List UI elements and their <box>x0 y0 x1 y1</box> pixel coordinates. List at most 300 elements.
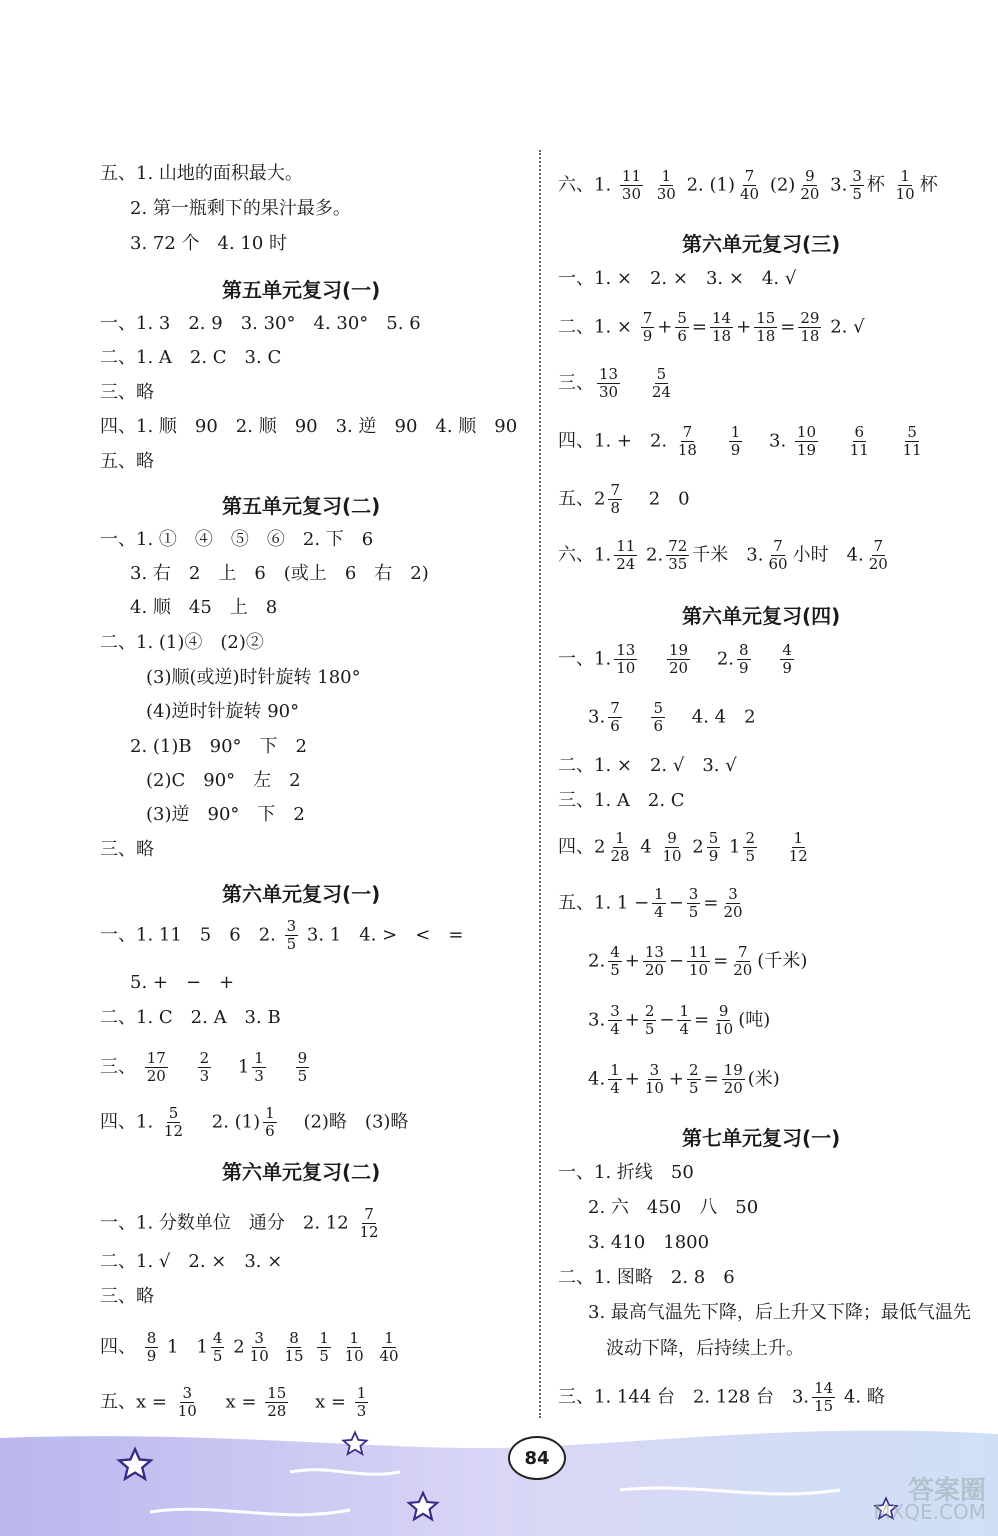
answer-line <box>100 1385 371 1420</box>
fraction <box>263 1105 277 1140</box>
denominator: 4 <box>654 903 664 921</box>
numerator: 2 <box>689 1061 699 1079</box>
denominator: 30 <box>621 185 642 203</box>
text: 2 <box>692 836 704 858</box>
numerator: 1 <box>661 167 672 185</box>
section-title: 第五单元复习(一) <box>222 278 381 302</box>
answer-line <box>100 918 463 953</box>
numerator: 1 <box>265 1104 275 1122</box>
answer-line: 五、1. 山地的面积最大。 <box>100 163 303 184</box>
numerator: 2 <box>745 829 756 847</box>
numerator: 9 <box>718 1002 729 1020</box>
answer-line: 二、1. × 2. √ 3. √ <box>558 755 737 776</box>
denominator: 6 <box>610 717 620 735</box>
text: 一、1. 11 5 6 2. <box>100 924 276 946</box>
fraction <box>798 310 821 345</box>
denominator: 3 <box>199 1067 210 1085</box>
denominator: 5 <box>745 847 756 865</box>
numerator: 3 <box>649 1061 660 1079</box>
answer-line: 3. 右 2 上 6 (或上 6 右 2) <box>130 563 429 584</box>
watermark-url: MXQE.COM <box>873 1500 986 1524</box>
answer-line: 二、1. √ 2. × 3. × <box>100 1251 283 1272</box>
numerator: 1 <box>384 1329 394 1347</box>
answer-line: 三、略 <box>100 1286 154 1307</box>
fraction <box>608 482 622 517</box>
denominator: 10 <box>689 961 709 979</box>
answer-line: 三、略 <box>100 839 154 860</box>
answer-line: 波动下降，后持续上升。 <box>606 1338 804 1359</box>
numerator: 7 <box>682 423 693 441</box>
denominator: 9 <box>782 659 792 677</box>
numerator: 6 <box>854 423 865 441</box>
fraction <box>651 700 665 735</box>
numerator: 19 <box>723 1061 743 1079</box>
fraction <box>687 944 710 979</box>
numerator: 11 <box>689 943 709 961</box>
numerator: 3 <box>286 917 297 935</box>
numerator: 4 <box>782 641 792 659</box>
fraction <box>722 1062 745 1097</box>
fraction <box>176 1385 199 1420</box>
denominator: 28 <box>267 1402 287 1420</box>
numerator: 13 <box>616 641 636 659</box>
fraction <box>848 424 871 459</box>
text: 小时 4. <box>792 544 864 566</box>
answer-line: 三、1. A 2. C <box>558 790 685 811</box>
denominator: 9 <box>642 327 653 345</box>
denominator: 5 <box>319 1347 329 1365</box>
denominator: 9 <box>739 659 749 677</box>
numerator: 5 <box>653 699 664 717</box>
answer-line <box>558 424 927 459</box>
numerator: 3 <box>610 1002 620 1020</box>
numerator: 1 <box>654 885 664 903</box>
answer-line: 三、略 <box>100 382 154 403</box>
numerator: 5 <box>677 309 687 327</box>
answer-line: 二、1. C 2. A 3. B <box>100 1007 281 1028</box>
numerator: 15 <box>756 309 776 327</box>
numerator: 8 <box>146 1329 157 1347</box>
fraction <box>850 168 864 203</box>
numerator: 7 <box>642 309 653 327</box>
section-title: 第六单元复习(一) <box>222 882 381 906</box>
denominator: 15 <box>814 1397 834 1415</box>
numerator: 4 <box>610 943 620 961</box>
fraction <box>145 1050 168 1085</box>
denominator: 9 <box>708 847 719 865</box>
fraction <box>894 168 917 203</box>
answer-line: 2. $\frac{4}{5}$ + $\frac{13}{20}$ − $\frac{11}{10}$ = $\frac{7}{20}$ (千米) <box>588 943 808 979</box>
text: 3. 1 4. > < = <box>306 924 464 946</box>
numerator: 3 <box>254 1329 264 1347</box>
column-divider <box>539 150 541 1418</box>
numerator: 4 <box>212 1329 223 1347</box>
denominator: 9 <box>146 1347 157 1365</box>
denominator: 24 <box>616 555 636 573</box>
numerator: 1 <box>679 1002 690 1020</box>
denominator: 10 <box>714 1020 734 1038</box>
denominator: 20 <box>723 903 743 921</box>
fraction <box>608 830 631 865</box>
text: 二、1. × <box>558 316 632 338</box>
text: 4. <box>588 1068 606 1090</box>
text: (2)略 (3)略 <box>303 1111 409 1133</box>
fraction <box>787 830 810 865</box>
answer-line <box>100 1330 404 1365</box>
fraction <box>743 830 757 865</box>
denominator: 4 <box>679 1020 690 1038</box>
denominator: 9 <box>730 441 741 459</box>
numerator: 9 <box>297 1049 308 1067</box>
fraction <box>614 642 637 677</box>
fraction <box>641 310 655 345</box>
denominator: 35 <box>668 555 688 573</box>
fraction <box>660 830 683 865</box>
fraction <box>252 1050 266 1085</box>
denominator: 10 <box>895 185 915 203</box>
numerator: 1 <box>349 1329 359 1347</box>
text: 三、 <box>558 372 594 394</box>
numerator: 1 <box>610 1061 620 1079</box>
denominator: 3 <box>254 1067 264 1085</box>
numerator: 17 <box>146 1049 166 1067</box>
text: 四、1. + 2. <box>558 430 668 452</box>
denominator: 11 <box>849 441 869 459</box>
answer-line: 一、1. 折线 50 <box>558 1162 694 1183</box>
answer-line <box>558 642 797 677</box>
text: 杯 <box>919 174 938 196</box>
fraction <box>738 168 761 203</box>
fraction <box>677 1003 691 1038</box>
text: 2. <box>588 950 606 972</box>
fraction <box>687 1062 701 1097</box>
denominator: 20 <box>669 659 689 677</box>
text: (米) <box>747 1068 780 1090</box>
denominator: 8 <box>610 499 620 517</box>
numerator: 3 <box>182 1384 193 1402</box>
fraction <box>867 538 890 573</box>
denominator: 6 <box>265 1122 275 1140</box>
denominator: 6 <box>677 327 687 345</box>
answer-line: 四、1. 顺 90 2. 顺 90 3. 逆 90 4. 顺 90 <box>100 416 518 437</box>
fraction <box>643 944 666 979</box>
star-icon <box>405 1490 441 1524</box>
fraction <box>798 168 821 203</box>
fraction <box>377 1330 400 1365</box>
answer-line: 2. (1)B 90° 下 2 <box>130 736 307 757</box>
answer-line <box>558 1380 885 1415</box>
text: (千米) <box>757 950 808 972</box>
numerator: 1 <box>356 1384 367 1402</box>
answer-line: 一、1. ① ④ ⑤ ⑥ 2. 下 6 <box>100 529 374 550</box>
answer-line <box>558 168 938 203</box>
numerator: 11 <box>616 537 636 555</box>
fraction <box>162 1105 185 1140</box>
denominator: 30 <box>656 185 676 203</box>
fraction <box>666 538 689 573</box>
fraction <box>780 642 794 677</box>
denominator: 20 <box>723 1079 743 1097</box>
fraction <box>608 1062 622 1097</box>
numerator: 8 <box>739 641 749 659</box>
numerator: 5 <box>656 365 667 383</box>
answer-line: 2. 六 450 八 50 <box>588 1197 759 1218</box>
numerator: 10 <box>796 423 817 441</box>
answer-line: 3. 410 1800 <box>588 1232 710 1253</box>
denominator: 20 <box>868 555 888 573</box>
fraction <box>667 642 690 677</box>
fraction <box>211 1330 225 1365</box>
text: 一、1. <box>558 648 612 670</box>
text: 4. 4 2 <box>691 706 756 728</box>
denominator: 18 <box>800 327 820 345</box>
text: x = <box>225 1391 257 1413</box>
numerator: 1 <box>319 1329 329 1347</box>
denominator: 20 <box>733 961 753 979</box>
numerator: 13 <box>644 943 664 961</box>
text: 1 <box>237 1056 250 1078</box>
text: 2. (1) <box>686 174 735 196</box>
fraction <box>766 538 789 573</box>
denominator: 12 <box>163 1122 184 1140</box>
denominator: 11 <box>902 441 922 459</box>
numerator: 7 <box>737 943 748 961</box>
numerator: 1 <box>730 423 741 441</box>
denominator: 30 <box>599 383 619 401</box>
text: 1 <box>729 836 741 858</box>
answer-line <box>558 366 676 401</box>
text: x = <box>315 1391 347 1413</box>
numerator: 8 <box>289 1329 299 1347</box>
numerator: 3 <box>688 885 699 903</box>
fraction <box>620 168 643 203</box>
denominator: 5 <box>286 935 297 953</box>
denominator: 19 <box>796 441 817 459</box>
fraction <box>317 1330 331 1365</box>
numerator: 7 <box>744 167 755 185</box>
fraction <box>608 944 622 979</box>
text: 四、2 <box>558 836 606 858</box>
numerator: 13 <box>599 365 619 383</box>
answer-line <box>558 482 690 517</box>
text: 六、1. <box>558 174 612 196</box>
denominator: 10 <box>662 847 682 865</box>
denominator: 3 <box>356 1402 367 1420</box>
text: 2. (1) <box>211 1111 261 1133</box>
answer-line <box>100 1105 408 1140</box>
fraction <box>296 1050 310 1085</box>
numerator: 2 <box>644 1002 655 1020</box>
fraction <box>710 310 733 345</box>
numerator: 11 <box>621 167 642 185</box>
text: 2 0 <box>648 488 690 510</box>
answer-line: (4)逆时针旋转 90° <box>146 701 300 722</box>
numerator: 1 <box>900 167 910 185</box>
fraction <box>248 1330 271 1365</box>
text: 四、1. <box>100 1111 154 1133</box>
text: 三、1. 144 台 2. 128 台 3. <box>558 1386 810 1408</box>
fraction <box>265 1385 288 1420</box>
section-title: 第六单元复习(二) <box>222 1160 381 1184</box>
numerator: 9 <box>805 167 815 185</box>
numerator: 2 <box>199 1049 210 1067</box>
text: 3. <box>588 706 606 728</box>
denominator: 12 <box>788 847 808 865</box>
answer-line: 2. 第一瓶剩下的果汁最多。 <box>130 198 351 219</box>
denominator: 20 <box>644 961 664 979</box>
fraction <box>687 886 701 921</box>
text: 2 <box>233 1336 245 1358</box>
text: 六、1. <box>558 544 612 566</box>
star-icon <box>115 1446 155 1484</box>
denominator: 5 <box>212 1347 223 1365</box>
fraction <box>343 1330 366 1365</box>
fraction <box>282 1330 305 1365</box>
text: 五、x = <box>100 1391 167 1413</box>
text: 三、 <box>100 1056 136 1078</box>
denominator: 40 <box>739 185 760 203</box>
watermark-logo: 答案圈 <box>907 1476 986 1506</box>
numerator: 29 <box>800 309 820 327</box>
denominator: 5 <box>688 903 699 921</box>
denominator: 28 <box>610 847 630 865</box>
answer-line: 五、略 <box>100 451 154 472</box>
fraction <box>795 424 818 459</box>
numerator: 19 <box>669 641 689 659</box>
answer-line <box>558 538 893 573</box>
denominator: 5 <box>689 1079 699 1097</box>
denominator: 12 <box>359 1223 379 1241</box>
fraction <box>357 1206 380 1241</box>
denominator: 24 <box>651 383 671 401</box>
numerator: 5 <box>907 423 917 441</box>
fraction <box>754 310 777 345</box>
fraction <box>285 918 299 953</box>
numerator: 7 <box>610 699 620 717</box>
text: (2) <box>769 174 796 196</box>
fraction <box>731 944 754 979</box>
answer-line: 3. 最高气温先下降，后上升又下降；最低气温先 <box>588 1302 971 1323</box>
fraction <box>198 1050 212 1085</box>
fraction <box>901 424 924 459</box>
fraction <box>652 886 666 921</box>
text: 杯 <box>866 174 885 196</box>
numerator: 3 <box>852 167 862 185</box>
text: 2. √ <box>830 316 865 338</box>
answer-line: 二、1. (1)④ (2)② <box>100 632 264 653</box>
denominator: 10 <box>616 659 636 677</box>
numerator: 15 <box>267 1384 287 1402</box>
section-title: 第六单元复习(三) <box>682 232 841 256</box>
denominator: 15 <box>284 1347 304 1365</box>
text: 2. <box>716 648 735 670</box>
fraction <box>721 886 744 921</box>
numerator: 1 <box>793 829 804 847</box>
text: 3. <box>588 1009 606 1031</box>
fraction <box>675 310 689 345</box>
numerator: 14 <box>712 309 732 327</box>
answer-line: (3)顺(或逆)时针旋转 180° <box>146 667 361 688</box>
denominator: 40 <box>379 1347 399 1365</box>
star-icon <box>340 1430 370 1458</box>
answer-line: 3. 72 个 4. 10 时 <box>130 233 288 254</box>
numerator: 7 <box>773 537 783 555</box>
denominator: 20 <box>800 185 820 203</box>
fraction <box>355 1385 369 1420</box>
answer-line: 一、1. 3 2. 9 3. 30° 4. 30° 5. 6 <box>100 313 421 334</box>
answer-line: 五、1. 1 − $\frac{1}{4}$ − $\frac{3}{5}$ = $\frac{3}{20}$ <box>558 885 743 921</box>
answer-line <box>100 1206 384 1241</box>
denominator: 5 <box>644 1020 655 1038</box>
fraction <box>597 366 620 401</box>
fraction <box>707 830 721 865</box>
text: 五、2 <box>558 488 606 510</box>
answer-line: 二、1. 图略 2. 8 6 <box>558 1267 735 1288</box>
denominator: 5 <box>852 185 862 203</box>
denominator: 6 <box>653 717 664 735</box>
fraction <box>614 538 637 573</box>
denominator: 5 <box>297 1067 308 1085</box>
fraction <box>737 642 751 677</box>
section-title: 第六单元复习(四) <box>682 604 841 628</box>
text: 3. <box>830 174 848 196</box>
numerator: 14 <box>814 1379 834 1397</box>
fraction <box>655 168 678 203</box>
answer-line: 一、1. × 2. × 3. × 4. √ <box>558 268 797 289</box>
numerator: 9 <box>667 829 677 847</box>
numerator: 72 <box>668 537 688 555</box>
denominator: 18 <box>677 441 697 459</box>
fraction <box>608 700 622 735</box>
fraction <box>812 1380 835 1415</box>
numerator: 7 <box>610 481 620 499</box>
text: (吨) <box>738 1009 771 1031</box>
fraction <box>650 366 673 401</box>
denominator: 5 <box>610 961 620 979</box>
fraction <box>643 1062 666 1097</box>
fraction <box>712 1003 735 1038</box>
fraction <box>608 1003 622 1038</box>
denominator: 18 <box>756 327 776 345</box>
text: 千米 3. <box>692 544 764 566</box>
numerator: 5 <box>708 829 719 847</box>
answer-line <box>588 700 756 735</box>
denominator: 4 <box>610 1079 620 1097</box>
numerator: 1 <box>254 1049 264 1067</box>
denominator: 18 <box>712 327 732 345</box>
fraction <box>643 1003 657 1038</box>
denominator: 10 <box>249 1347 269 1365</box>
answer-line: 4. $\frac{1}{4}$ + $\frac{3}{10}$ + $\frac{2}{5}$ = $\frac{19}{20}$ (米) <box>588 1061 780 1097</box>
numerator: 1 <box>615 829 625 847</box>
numerator: 3 <box>728 885 738 903</box>
section-title: 第五单元复习(二) <box>222 494 381 518</box>
denominator: 60 <box>768 555 788 573</box>
text: 2. <box>646 544 664 566</box>
denominator: 10 <box>177 1402 197 1420</box>
denominator: 10 <box>344 1347 364 1365</box>
text: 一、1. 分数单位 通分 2. 12 <box>100 1212 349 1234</box>
text: 4. 略 <box>843 1386 885 1408</box>
answer-line: 二、1. × $\frac{7}{9}$ + $\frac{5}{6}$ = $\frac{14}{18}$ + $\frac{15}{18}$ = $\frac{29}{18}$ 2. √ <box>558 309 865 345</box>
page-number: 84 <box>508 1436 566 1480</box>
answer-line: 3. $\frac{3}{4}$ + $\frac{2}{5}$ − $\frac{1}{4}$ = $\frac{9}{10}$ (吨) <box>588 1002 771 1038</box>
denominator: 4 <box>610 1020 620 1038</box>
answer-line: (3)逆 90° 下 2 <box>146 804 305 825</box>
text: 1 1 <box>167 1336 208 1358</box>
fraction <box>676 424 699 459</box>
answer-line <box>558 830 813 865</box>
